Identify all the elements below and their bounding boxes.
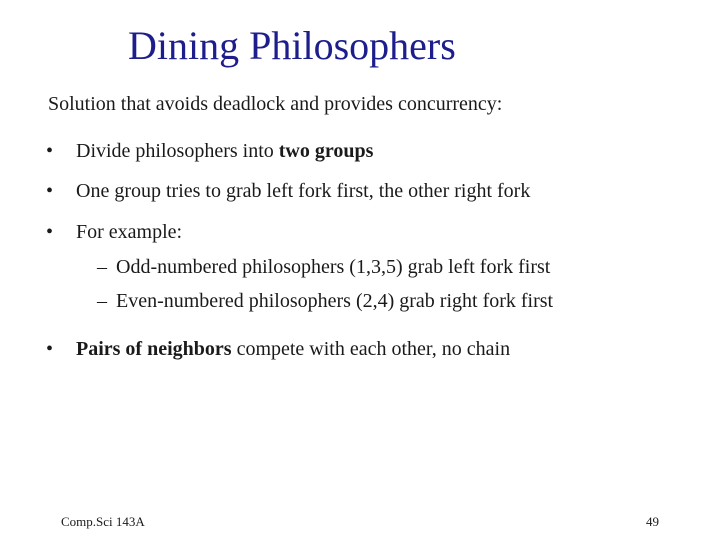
sub-bullet-text: Even-numbered philosophers (2,4) grab right fork first: [116, 290, 554, 312]
bullet-for-example: [46, 218, 182, 246]
bullet-dot: •: [46, 338, 54, 360]
sub-bullet-odd: [97, 253, 550, 281]
bullet-dot: •: [46, 180, 54, 202]
slide-title: Dining Philosophers: [128, 23, 456, 68]
sub-bullet-dash: –: [97, 290, 107, 312]
intro-text: Solution that avoids deadlock and provides concurrency:: [48, 93, 503, 115]
bullet-bold-text: two groups: [278, 140, 374, 162]
sub-bullet-dash: –: [97, 256, 107, 278]
bullet-text: Divide philosophers into: [76, 140, 279, 162]
bullet-bold-text: Pairs of neighbors: [76, 338, 232, 360]
bullet-dot: •: [46, 221, 54, 243]
bullet-text: One group tries to grab left fork first, the other right fork: [76, 180, 531, 202]
bullet-text: compete with each other, no chain: [231, 338, 511, 360]
footer-course: Comp.Sci 143A: [61, 514, 145, 529]
bullet-grab-order: [46, 177, 530, 205]
bullet-text: For example:: [76, 221, 183, 243]
bullet-dot: •: [46, 140, 54, 162]
sub-bullet-text: Odd-numbered philosophers (1,3,5) grab left fork first: [116, 256, 551, 278]
page-number: 49: [646, 514, 659, 529]
bullet-pairs-of-neighbors: [46, 335, 510, 363]
sub-bullet-even: [97, 287, 553, 315]
bullet-divide-groups: [46, 137, 373, 165]
